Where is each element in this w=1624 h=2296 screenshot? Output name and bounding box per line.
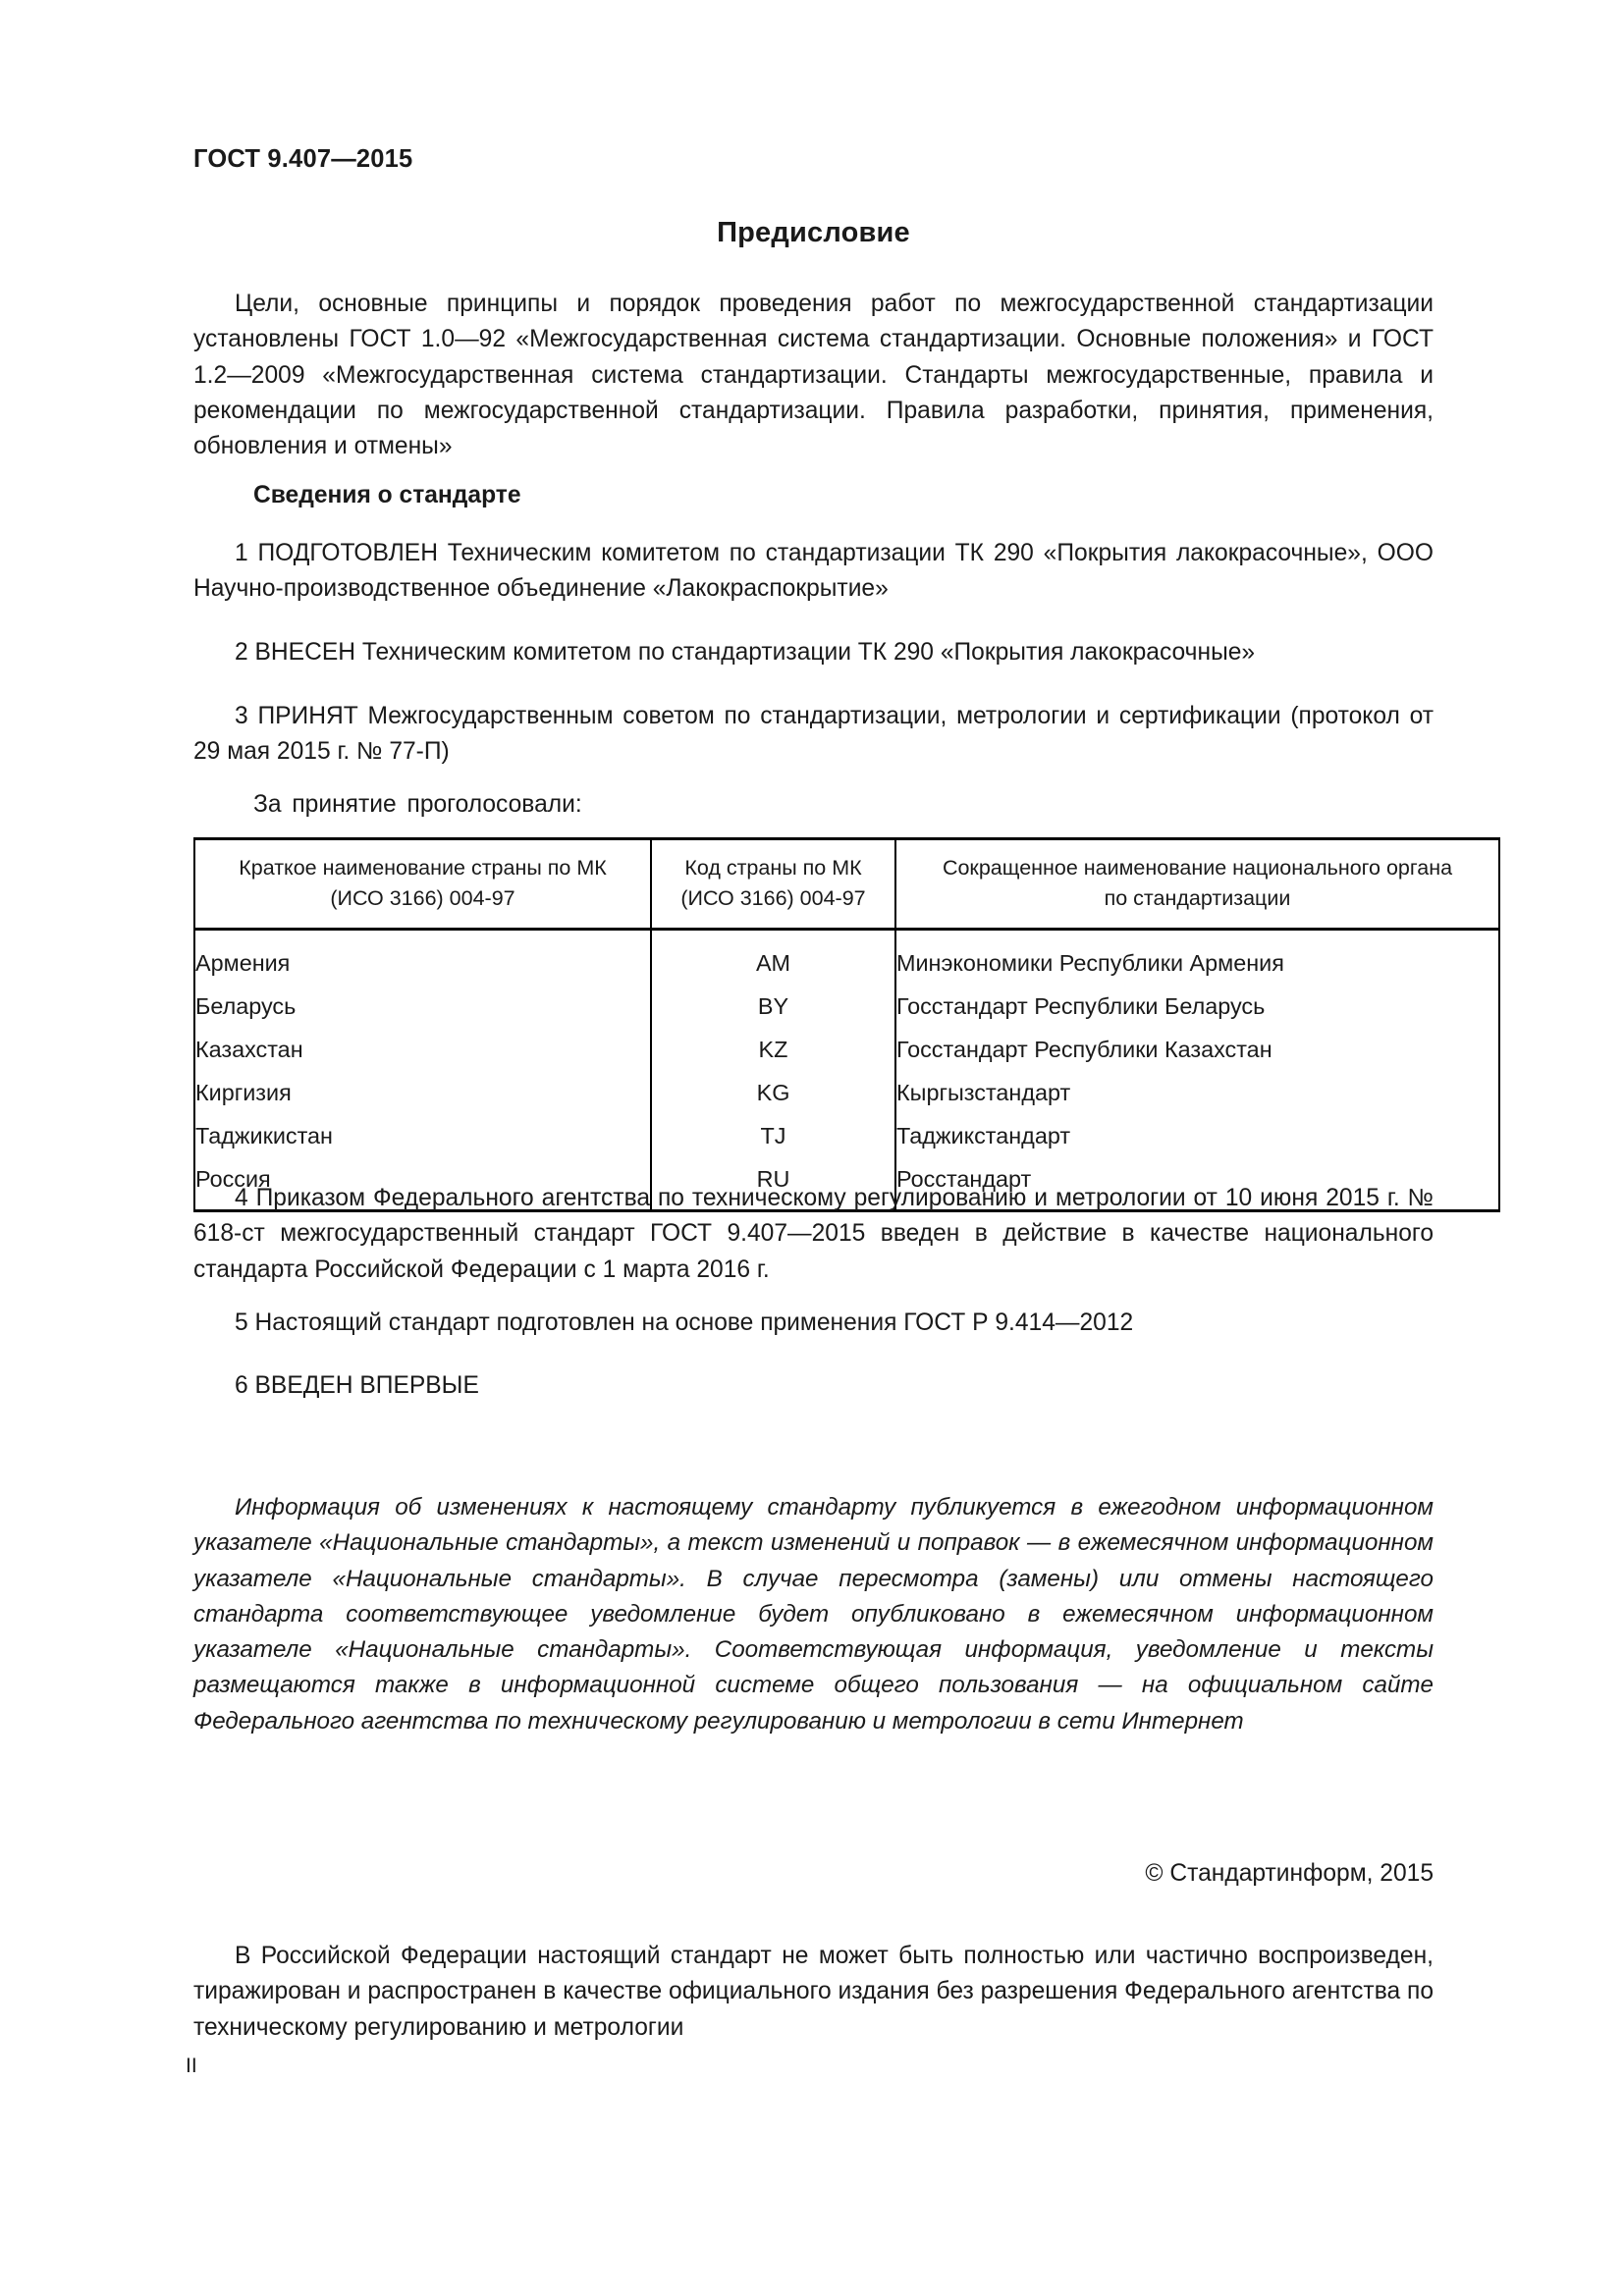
vote-table-container xyxy=(193,837,1453,1212)
page-title: Предисловие xyxy=(717,217,910,248)
about-item-6 xyxy=(193,1368,1434,1404)
column-header-country-name-line1: Краткое наименование страны по МК xyxy=(239,856,607,880)
table-row xyxy=(194,1028,1499,1071)
about-item-5 xyxy=(193,1306,1434,1341)
about-item-6-text: 6 ВВЕДЕН ВПЕРВЫЕ xyxy=(235,1372,479,1399)
cell-national-body: Госстандарт Республики Беларусь xyxy=(895,985,1499,1028)
page-number: II xyxy=(186,2055,197,2077)
cell-national-body: Таджикстандарт xyxy=(895,1114,1499,1157)
about-item-3-text: 3 ПРИНЯТ Межгосударственным советом по стандартизации, метрологии и сертификации (протокол от 29 мая 2015 г. № 77-П) xyxy=(193,703,1434,766)
column-header-national-body xyxy=(895,839,1499,930)
cell-country-name: Киргизия xyxy=(194,1071,651,1114)
column-header-national-body-line1: Сокращенное наименование национального органа xyxy=(942,856,1453,880)
section-heading-standard-info: Сведения о стандарте xyxy=(253,482,521,508)
about-item-2 xyxy=(193,635,1434,670)
table-row xyxy=(194,1114,1499,1157)
column-header-country-code-line2: (ИСО 3166) 004-97 xyxy=(680,886,866,910)
cell-country-name: Казахстан xyxy=(194,1028,651,1071)
vote-table-head xyxy=(194,839,1499,930)
column-header-country-code xyxy=(651,839,895,930)
cell-country-name: Армения xyxy=(194,930,651,986)
vote-table-lead-in: За принятие проголосовали: xyxy=(253,791,582,818)
reproduction-restriction-text: В Российской Федерации настоящий стандарт не может быть полностью или частично воспроизведен, тиражирован и распространен в качестве официального издания без разрешения Федерального агентства по техническому регулированию и метрологии xyxy=(193,1943,1434,2041)
running-header-standard-number: ГОСТ 9.407—2015 xyxy=(193,145,413,173)
cell-country-name: Таджикистан xyxy=(194,1114,651,1157)
amendments-notice xyxy=(193,1490,1434,1739)
about-item-4-text: 4 Приказом Федерального агентства по техническому регулированию и метрологии от 10 июня 2015 г. № 618-ст межгосударственный стандарт ГОСТ 9.407—2015 введен в действие в качестве национального стандарта Российской Федерации с 1 марта 2016 г. xyxy=(193,1185,1434,1283)
about-item-1-text: 1 ПОДГОТОВЛЕН Техническим комитетом по стандартизации ТК 290 «Покрытия лакокрасочные», ООО Научно-производственное объединение «Лакокраспокрытие» xyxy=(193,540,1434,603)
table-row xyxy=(194,985,1499,1028)
vote-table-body xyxy=(194,930,1499,1211)
column-header-country-name xyxy=(194,839,651,930)
amendments-notice-text: Информация об изменениях к настоящему стандарту публикуется в ежегодном информационном указателе «Национальные стандарты», а текст изменений и поправок — в ежемесячном информационном указателе «Национальные стандарты». В случае пересмотра (замены) или отмены настоящего стандарта соответствующее уведомление будет опубликовано в ежемесячном информационном указателе «Национальные стандарты». Соответствующая информация, уведомление и тексты размещаются также в информационной системе общего пользования — на официальном сайте Федерального агентства по техническому регулированию и метрологии в сети Интернет xyxy=(193,1494,1434,1735)
cell-country-code: BY xyxy=(651,985,895,1028)
cell-country-name: Беларусь xyxy=(194,985,651,1028)
table-header-row xyxy=(194,839,1499,930)
copyright-line: © Стандартинформ, 2015 xyxy=(1145,1860,1434,1887)
cell-country-code: RU xyxy=(651,1157,895,1211)
column-header-national-body-line2: по стандартизации xyxy=(1104,886,1291,910)
intro-paragraph-text: Цели, основные принципы и порядок проведения работ по межгосударственной стандартизации установлены ГОСТ 1.0—92 «Межгосударственная система стандартизации. Основные положения» и ГОСТ 1.2—2009 «Межгосударственная система стандартизации. Стандарты межгосударственные, правила и рекомендации по межгосударственной стандартизации. Правила разработки, принятия, применения, обновления и отмены» xyxy=(193,291,1434,460)
table-row xyxy=(194,930,1499,986)
table-row xyxy=(194,1071,1499,1114)
cell-national-body: Кыргызстандарт xyxy=(895,1071,1499,1114)
cell-country-code: KZ xyxy=(651,1028,895,1071)
about-item-2-text: 2 ВНЕСЕН Техническим комитетом по стандартизации ТК 290 «Покрытия лакокрасочные» xyxy=(235,639,1256,666)
about-item-1 xyxy=(193,536,1434,608)
about-item-5-text: 5 Настоящий стандарт подготовлен на основе применения ГОСТ Р 9.414—2012 xyxy=(235,1309,1134,1336)
about-item-3 xyxy=(193,699,1434,771)
cell-country-code: KG xyxy=(651,1071,895,1114)
cell-country-code: AM xyxy=(651,930,895,986)
about-item-4 xyxy=(193,1181,1434,1288)
cell-country-code: TJ xyxy=(651,1114,895,1157)
cell-national-body: Госстандарт Республики Казахстан xyxy=(895,1028,1499,1071)
column-header-country-code-line1: Код страны по МК xyxy=(684,856,862,880)
vote-table xyxy=(193,837,1500,1212)
reproduction-restriction xyxy=(193,1939,1434,2046)
cell-national-body: Росстандарт xyxy=(895,1157,1499,1211)
cell-national-body: Минэкономики Республики Армения xyxy=(895,930,1499,986)
intro-paragraph xyxy=(193,287,1434,464)
cell-country-name: Россия xyxy=(194,1157,651,1211)
column-header-country-name-line2: (ИСО 3166) 004-97 xyxy=(330,886,515,910)
